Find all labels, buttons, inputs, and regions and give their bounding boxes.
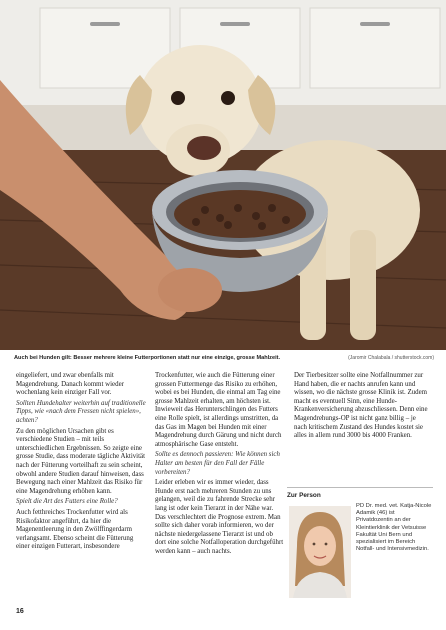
- interview-question: Spielt die Art des Futters eine Rolle?: [16, 498, 118, 506]
- caption-text: Auch bei Hunden gilt: Besser mehrere kleine Futterportionen statt nur eine einzige, grosse Mahlzeit.: [14, 355, 281, 361]
- paragraph: Auch fetthreiches Trockenfutter wird als Risikofaktor angeführt, da hier die Magenentleerung in den Zwölffingerdarm verlangsamt. Ebenso scheint die Fütterung einer einzigen Futterart, insbesondere: [16, 508, 134, 551]
- paragraph: Trockenfutter, wie auch die Fütterung einer grossen Futtermenge das Risiko zu erhöhen, wobei es bei Hunden, die einmal am Tag eine grosse Mahlzeit erhalten, am höchsten ist. Inwieweit das Herunterschlingen des Futters eine Rolle spielt, ist allerdings umstritten, da das Gas im Magen bei Hunden mit einer Magendrehung durch Gärung und nicht durch atmosphärische Gase entsteht.: [155, 372, 282, 448]
- paragraph: Der Tierbesitzer sollte eine Notfallnummer zur Hand haben, die er nachts anrufen kann und wissen, wo die nächste grosse Klinik ist. Zudem macht es eventuell Sinn, eine Hunde-Krankenversicherung abzuschliessen. Denn eine Magendrehungs-OP ist nicht ganz billig – je nach kritischem Zustand des Hundes kostet sie alles in allem rund 3000 bis 4000 Franken.: [294, 372, 428, 440]
- person-bio: PD Dr. med. vet. Katja-Nicole Adamik (46) ist Privatdozentin an der Kleintierklinik der Vetsuisse Fakultät Uni Bern und spezialisiert im Bereich Notfall- und Intensivmedizin.: [356, 503, 432, 553]
- photo-credit: (Jaromir Chalabala / shutterstock.com): [348, 355, 434, 361]
- photo-caption: [14, 352, 434, 364]
- person-box-title: Zur Person: [287, 487, 433, 499]
- text-column-3: [294, 372, 430, 443]
- paragraph: Leider erleben wir es immer wieder, dass Hunde erst nach mehreren Stunden zu uns gelangen, weil die zu fahrende Strecke sehr lang ist oder kein Tierarzt in der Nähe war. Das verschlechtert die Prognose extrem. Man sollte sich daher vorab informieren, wo der nächste niedergelassene Tierarzt ist und ob dort eine solche Notfalloperation durchgeführt werden kann – auch nachts.: [155, 479, 284, 555]
- portrait-illustration: [289, 506, 351, 598]
- interview-question: Sollte es dennoch passieren: Wie können sich Halter am besten für den Fall der Fälle vorbereiten?: [155, 451, 280, 476]
- paragraph: eingeliefert, und zwar ebenfalls mit Magendrehung. Danach kommt wieder wochenlang kein einziger Fall vor.: [16, 372, 124, 397]
- page-number: 16: [16, 608, 24, 615]
- interview-question: Sollten Hundehalter weiterhin auf traditionelle Tipps, wie «nach dem Fressen nicht spielen», achten?: [16, 399, 146, 424]
- text-column-1: [16, 372, 146, 554]
- text-column-2: [155, 372, 285, 558]
- paragraph: Zu den möglichen Ursachen gibt es verschiedene Studien – mit teils unterschiedlichen Ergebnissen. So zeigte eine grosse Studie, dass moderate tägliche Aktivität nach der Fütterung vorteilhaft zu sein scheint, obwohl andere Studien darauf hinweisen, dass Bewegung nach einer Mahlzeit das Risiko für eine Magendrehung erhöhen kann.: [16, 427, 145, 495]
- portrait-photo: [289, 506, 351, 598]
